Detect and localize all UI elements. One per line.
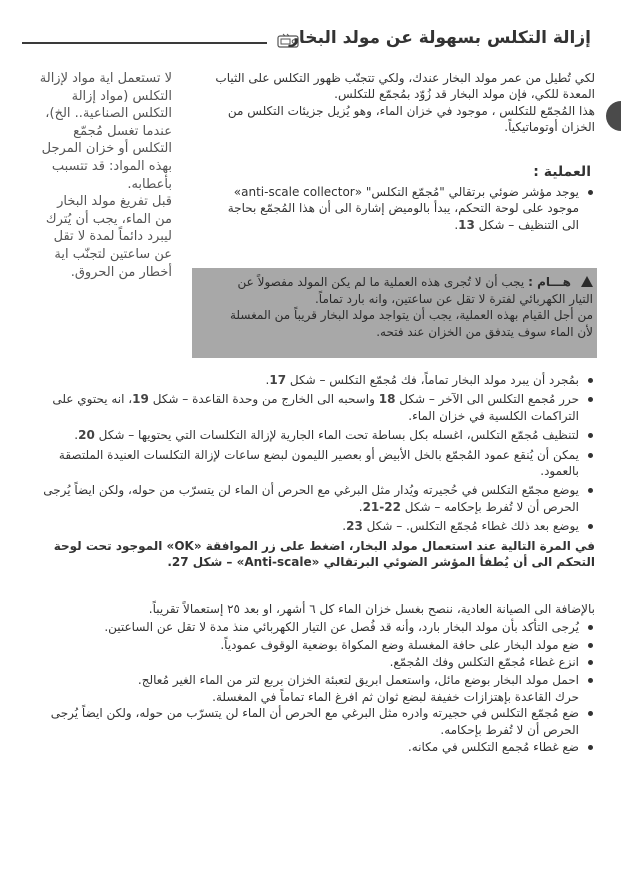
side-warning-line: التكلس (مواد إزالة [71,88,172,104]
tank-maintenance [22,601,595,757]
anti-scale-label: Anti-scale [244,555,312,570]
side-warning-line: لا تستعمل اية مواد لإزالة [39,71,172,86]
next-use-instruction: في المرة التالية عند استعمال مولد البخار، اضغط على زر الموافقة «OK» الموجود تحت لوحة التحكم الى أن يُطفأ المؤشر الضوئي البرتقالي «Anti-scale» – شكل 27. [53,538,595,570]
maintenance-item: ضع مولد البخار على حافة المغسلة وضع المكواة بوضعية الوقوف عمودياً. [22,637,595,653]
figure-ref: 18 [378,392,396,407]
section-tab [606,101,621,131]
important-warning-box [192,268,597,358]
intro-line: الخزان أوتوماتيكياً. [504,120,595,135]
maintenance-item: انزع غطاء مُجمّع التكلس وفك المُجمّع. [22,654,595,670]
figure-ref: 27 [171,555,189,570]
figure-ref: 17 [269,373,287,387]
maintenance-item: ضع مُجمّع التكلس في حجيرته وادره مثل البرغي مع الحرص أن الماء لن يتسرّب من حوله، ولكن ايضاً يُرجى الحرص أن لا تُفرط بإحكامه. [22,705,595,738]
warning-line-4: لأن الماء سوف يتدفق من الخزان عند فتحه. [376,324,593,339]
warning-line-1: هـــام : يجب أن لا تُجرى هذه العملية ما لم يكن المولد مفصولاً عن [200,274,593,291]
intro-line: هذا المُجمّع للتكلس ، موجود في خزان الماء، وهو يُزيل جزيئات التكلس من [227,103,595,118]
side-warning-line: من الماء، يجب أن يُترك [45,211,172,227]
ok-button-label: OK [174,538,194,553]
step-item: لتنظيف مُجمّع التكلس، اغسله بكل بساطة تحت الماء الجارية لإزالة التكلسات التي يحتويها – شكل 20. [22,427,595,443]
bullet-item [190,184,595,233]
step-item: يوضع مجمّع التكلس في حُجيرته ويُدار مثل البرغي مع الحرص أن الماء لن يتسرّب من حوله، ولكن ايضاً يُرجى الحرص أن لا تُفرط بإحكامه – شكل 22-21. [22,482,595,515]
side-warning [30,70,172,281]
step-item: حرر مُجمع التكلس الى الآخر – شكل 18 واسحبه الى الخارج من وحدة القاعدة – شكل 19، انه يحتوي على التراكمات الكلسية في خزان الماء. [22,391,595,424]
intro-paragraph [190,70,595,136]
side-warning-line: بهذه المواد: قد تتسبب [51,158,172,174]
figure-ref: 13 [458,217,475,232]
maintenance-intro: بالإضافة الى الصيانة العادية، ننصح بغسل خزان الماء كل ٦ أشهر، او بعد ٢٥ إستعمالاً تقريباً. [148,602,595,616]
intro-line: لكي تُطيل من عمر مولد البخار عندك، ولكي تتجنّب ظهور التكلس على الثياب [215,71,595,85]
maintenance-item: يُرجى التأكد بأن مولد البخار بارد، وأنه قد فُصل عن التيار الكهربائي منذ مدة لا تقل عن الساعتين. [22,619,595,635]
step-item: يوضع بعد ذلك غطاء مُجمّع التكلس. – شكل 23. [22,518,595,534]
figure-ref: 22-21 [362,499,401,514]
side-warning-line: التكلس أو خزان المرجل [41,141,172,157]
warning-triangle-icon [581,276,593,287]
collector-line-3: الى التنظيف – شكل 13. [454,217,579,232]
maintenance-item: احمل مولد البخار بوضع مائل، واستعمل ابريق لتعبئة الخزان بربع لتر من الماء الغير مُعالج. [22,672,595,688]
side-warning-line: عندما تغسل مُجمّع [73,123,172,139]
side-warning-line: التكلس الصناعية.. الخ)، [45,106,172,122]
maintenance-item: ضع غطاء مُجمع التكلس في مكانه. [22,739,595,755]
figure-ref: 23 [346,519,363,534]
operation-heading: العملية : [533,164,591,180]
side-warning-line: عن ساعتين لتجنّب اية [54,246,172,262]
descaling-steps [22,372,595,570]
side-warning-line: بأعطابه. [127,176,172,192]
side-warning-line: قبل تفريغ مولد البخار [57,194,172,210]
maintenance-shake-line: حرك القاعدة بإهتزازات خفيفة لبضع ثوان ثم افرغ الماء تماماً في المغسلة. [212,690,579,705]
figure-ref: 20 [78,428,95,443]
collector-line-2: موجود على لوحة التحكم، يبدأ بالوميض إشارة الى أن هذا المُجمّع بحاجة [227,201,579,216]
step-item: يمكن أن يُنقع عمود المُجمّع بالخل الأبيض أو بعصير الليمون لبضع ساعات لإزالة التكلسات العنيدة الملتصقة بالعمود. [22,447,595,480]
collector-indicator-item [190,184,595,233]
collector-line-1: يوجد مؤشر ضوئي برتقالي "مُجمّع التكلس" «anti-scale collector» [233,185,579,199]
side-warning-line: أخطار من الحروق. [70,264,172,280]
warning-line-3: من أجل القيام بهذه العملية، يجب أن يتواجد مولد البخار قريباً من المغسلة [230,308,593,323]
anti-scale-collector-term: anti-scale collector [241,185,355,199]
intro-line: المعدة للكي، فإن مولد البخار قد زُوّد بمُجمّع للتكلس. [334,87,595,102]
side-warning-line: ليبرد دائماً لمدة لا تقل [53,229,172,245]
step-item: بمُجرد أن يبرد مولد البخار تماماً، فك مُجمّع التكلس – شكل 17. [22,372,595,388]
warning-label: هـــام : [528,275,571,289]
warning-line-2: التيار الكهربائي لفترة لا تقل عن ساعتين، وانه بارد تماماً. [314,291,593,306]
figure-ref: 19 [132,392,149,407]
page-title: إزالة التكلس بسهولة عن مولد البخار [289,28,591,48]
header-rule [22,42,267,44]
